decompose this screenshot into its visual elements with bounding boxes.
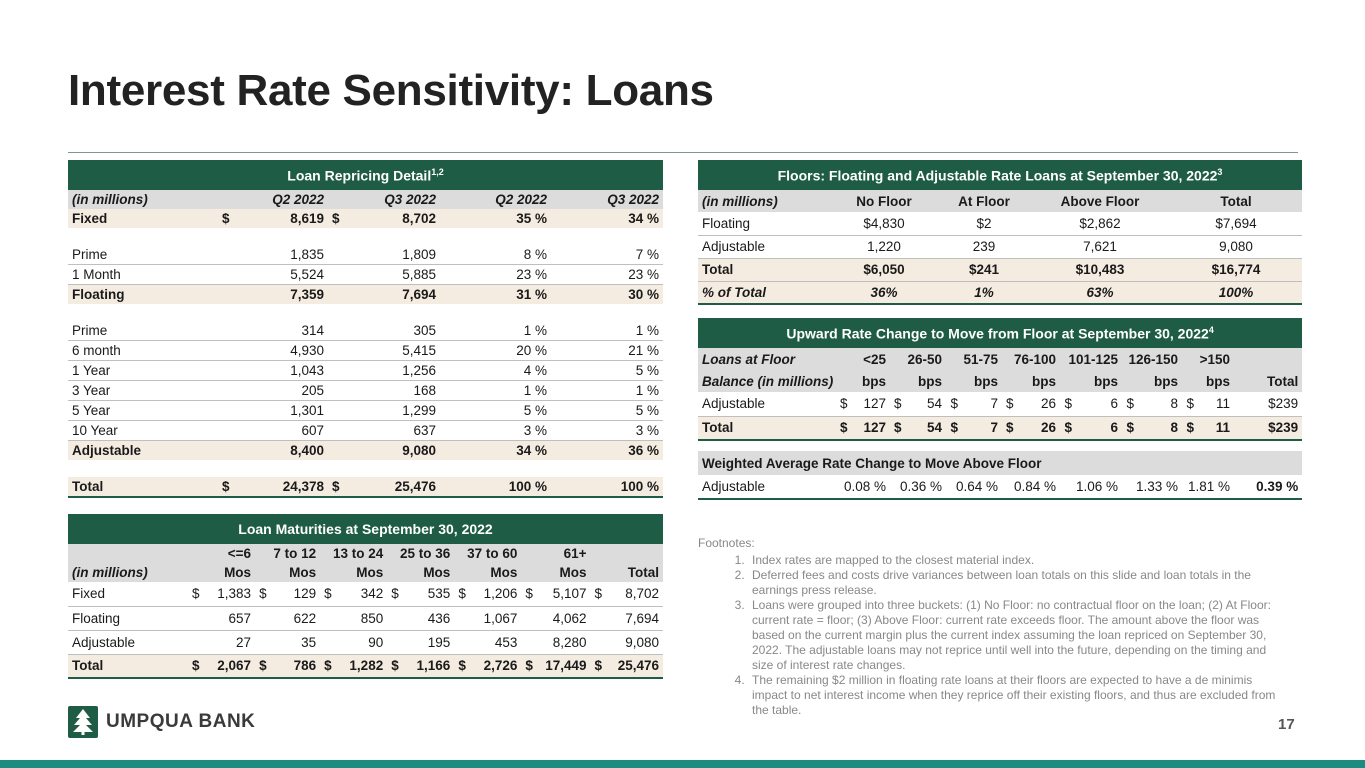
title-divider [68,152,1298,153]
umpqua-bank-logo [68,706,255,738]
table-row: Prime 314 305 1 % 1 % [68,321,663,341]
page-title: Interest Rate Sensitivity: Loans [68,66,714,115]
logo-text: UMPQUA BANK [106,711,256,732]
loan-repricing-table [68,160,663,498]
maturities-column-headers-bottom: (in millions) Mos Mos Mos Mos Mos Mos Total [68,563,663,582]
table-row: 1 Year 1,043 1,256 4 % 5 % [68,361,663,381]
floors-table [698,160,1302,305]
table-row-percent: % of Total 36% 1% 63% 100% [698,281,1302,304]
table-row: Floating 657 622 850 436 1,067 4,062 7,694 [68,606,663,630]
table-row-total: Total $ 127 $ 54 $ 7 $ 26 $ 6 $ 8 $ 11 $239 [698,416,1302,440]
floors-column-headers: (in millions) No Floor At Floor Above Floor Total [698,190,1302,212]
footnote-item: 2. Deferred fees and costs drive variances between loan totals on this slide and loan totals in the earnings press release. [748,568,1288,598]
table-row: 6 month 4,930 5,415 20 % 21 % [68,341,663,361]
upward-column-headers-top: Loans at Floor <25 26-50 51-75 76-100 101-125 126-150 >150 [698,348,1302,370]
maturities-column-headers-top: <=6 7 to 12 13 to 24 25 to 36 37 to 60 61+ [68,544,663,563]
table-row-total: Total $ 2,067 $ 786 $ 1,282 $ 1,166 $ 2,726 $ 17,449 $ 25,476 [68,654,663,678]
table-row: Adjustable 1,220 239 7,621 9,080 [698,235,1302,258]
upward-column-headers-bottom: Balance (in millions) bps bps bps bps bps bps bps Total [698,370,1302,392]
table-row: Prime 1,835 1,809 8 % 7 % [68,245,663,265]
table-row: Floating $4,830 $2 $2,862 $7,694 [698,212,1302,235]
footnote-item: 3. Loans were grouped into three buckets: (1) No Floor: no contractual floor on the loan; (2) At Floor: current rate = floor; (3) Above Floor: current rate exceeds floor. The amount above the floor was based on the current margin plus the current index assuming the loan repriced on September 30, 2022. The adjustable loans may not reprice until well into the future, depending on the timing and size of interest rate changes. [748,598,1288,673]
table-row: 5 Year 1,301 1,299 5 % 5 % [68,401,663,421]
footnote-item: 1. Index rates are mapped to the closest material index. [748,553,1288,568]
footnotes-title: Footnotes: [698,536,755,550]
upward-rate-table [698,318,1302,500]
table-row: 10 Year 607 637 3 % 3 % [68,421,663,441]
table-row: Floating 7,359 7,694 31 % 30 % [68,285,663,305]
table-row-weighted: Adjustable 0.08 % 0.36 % 0.64 % 0.84 % 1.06 % 1.33 % 1.81 % 0.39 % [698,475,1302,499]
page-number: 17 [1278,716,1295,733]
repricing-column-headers: (in millions) Q2 2022 Q3 2022 Q2 2022 Q3 2022 [68,190,663,209]
table-row: Adjustable 27 35 90 195 453 8,280 9,080 [68,630,663,654]
repricing-header: Loan Repricing Detail$^{1,2}$ [68,160,663,190]
footnotes [698,536,1288,718]
floors-header: Floors: Floating and Adjustable Rate Loans at September 30, 2022$^3$ [698,160,1302,190]
footnote-item: 4. The remaining $2 million in floating rate loans at their floors are expected to have a de minimis impact to net interest income when they reprice off their existing floors, and thus are excluded from the table. [748,673,1288,718]
tree-logo-icon [68,706,98,738]
weighted-average-header: Weighted Average Rate Change to Move Above Floor [698,451,1302,475]
upward-header: Upward Rate Change to Move from Floor at September 30, 2022$^4$ [698,318,1302,348]
table-row: Adjustable 8,400 9,080 34 % 36 % [68,441,663,461]
table-row: Fixed $ 1,383 $ 129 $ 342 $ 535 $ 1,206 $ 5,107 $ 8,702 [68,582,663,606]
maturities-header: Loan Maturities at September 30, 2022 [68,514,663,544]
table-row-total: Total $6,050 $241 $10,483 $16,774 [698,258,1302,281]
bottom-accent-bar [0,760,1365,768]
table-row: 1 Month 5,524 5,885 23 % 23 % [68,265,663,285]
loan-maturities-table [68,514,663,679]
table-row: 3 Year 205 168 1 % 1 % [68,381,663,401]
table-row: Fixed $ 8,619 $ 8,702 35 % 34 % [68,209,663,228]
table-row-total: Total $ 24,378 $ 25,476 100 % 100 % [68,477,663,497]
table-row: Adjustable $ 127 $ 54 $ 7 $ 26 $ 6 $ 8 $ 11 $239 [698,392,1302,416]
